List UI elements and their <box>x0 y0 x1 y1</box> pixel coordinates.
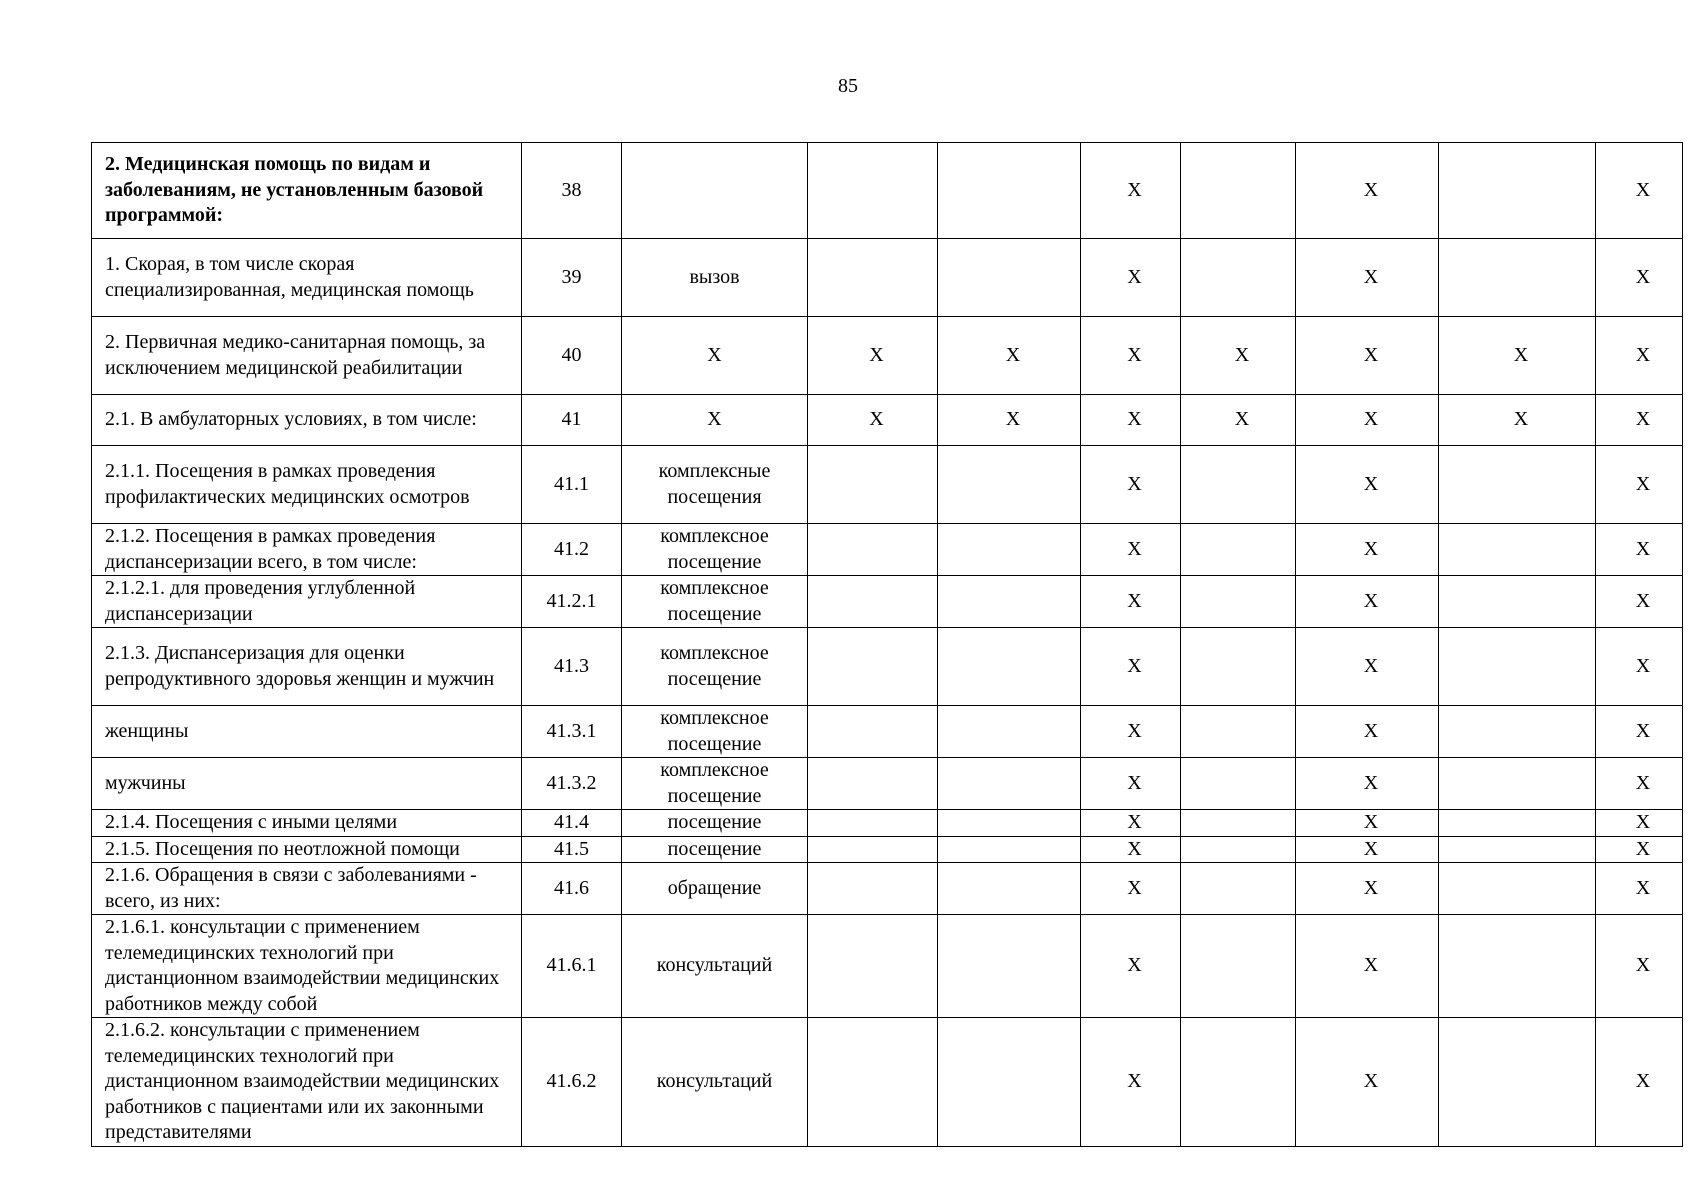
value-cell-c5 <box>938 706 1081 758</box>
value-cell-c7 <box>1181 576 1296 628</box>
value-cell-c9: X <box>1439 395 1596 446</box>
unit-cell: консультаций <box>622 1018 808 1147</box>
unit-cell: консультаций <box>622 915 808 1018</box>
value-cell-c6: X <box>1081 576 1181 628</box>
table-row <box>92 836 1683 863</box>
value-cell-c5 <box>938 836 1081 863</box>
value-cell-c8: X <box>1296 395 1439 446</box>
row-code-cell: 41.3.1 <box>522 706 622 758</box>
value-cell-c9 <box>1439 706 1596 758</box>
unit-cell: комплексное посещение <box>622 628 808 706</box>
value-cell-c5 <box>938 915 1081 1018</box>
row-name-cell: 2.1. В амбулаторных условиях, в том числе: <box>92 395 522 446</box>
value-cell-c9 <box>1439 239 1596 317</box>
row-name-cell: 1. Скорая, в том числе скорая специализированная, медицинская помощь <box>92 239 522 317</box>
unit-cell: X <box>622 317 808 395</box>
value-cell-c9: X <box>1439 317 1596 395</box>
row-code-cell: 41.2 <box>522 524 622 576</box>
value-cell-c4 <box>808 524 938 576</box>
value-cell-c10: X <box>1596 446 1683 524</box>
value-cell-c9 <box>1439 836 1596 863</box>
value-cell-c10: X <box>1596 1018 1683 1147</box>
unit-cell: посещение <box>622 810 808 837</box>
row-name-cell: 2.1.2.1. для проведения углубленной диспансеризации <box>92 576 522 628</box>
value-cell-c4: X <box>808 395 938 446</box>
table-row <box>92 143 1683 239</box>
value-cell-c7 <box>1181 143 1296 239</box>
value-cell-c8: X <box>1296 836 1439 863</box>
value-cell-c5 <box>938 143 1081 239</box>
value-cell-c8: X <box>1296 863 1439 915</box>
value-cell-c7 <box>1181 239 1296 317</box>
value-cell-c9 <box>1439 446 1596 524</box>
value-cell-c10: X <box>1596 706 1683 758</box>
row-code-cell: 41.4 <box>522 810 622 837</box>
row-name-cell: 2.1.4. Посещения с иными целями <box>92 810 522 837</box>
value-cell-c8: X <box>1296 810 1439 837</box>
value-cell-c6: X <box>1081 446 1181 524</box>
value-cell-c10: X <box>1596 836 1683 863</box>
table-row <box>92 863 1683 915</box>
value-cell-c5 <box>938 863 1081 915</box>
row-code-cell: 41.6.2 <box>522 1018 622 1147</box>
value-cell-c6: X <box>1081 863 1181 915</box>
value-cell-c4 <box>808 810 938 837</box>
value-cell-c7 <box>1181 628 1296 706</box>
value-cell-c9 <box>1439 810 1596 837</box>
value-cell-c7: X <box>1181 317 1296 395</box>
value-cell-c4 <box>808 758 938 810</box>
table-row <box>92 915 1683 1018</box>
value-cell-c9 <box>1439 758 1596 810</box>
value-cell-c6: X <box>1081 143 1181 239</box>
table-row <box>92 524 1683 576</box>
table-body <box>92 143 1683 1147</box>
unit-cell: комплексное посещение <box>622 758 808 810</box>
unit-cell: X <box>622 395 808 446</box>
value-cell-c7 <box>1181 706 1296 758</box>
value-cell-c10: X <box>1596 628 1683 706</box>
unit-cell: посещение <box>622 836 808 863</box>
table-row <box>92 758 1683 810</box>
row-name-cell: 2. Медицинская помощь по видам и заболеваниям, не установленным базовой программой: <box>92 143 522 239</box>
value-cell-c4 <box>808 143 938 239</box>
value-cell-c9 <box>1439 863 1596 915</box>
value-cell-c10: X <box>1596 317 1683 395</box>
value-cell-c10: X <box>1596 395 1683 446</box>
unit-cell <box>622 143 808 239</box>
unit-cell: комплексное посещение <box>622 706 808 758</box>
value-cell-c9 <box>1439 524 1596 576</box>
value-cell-c8: X <box>1296 576 1439 628</box>
value-cell-c8: X <box>1296 239 1439 317</box>
value-cell-c7 <box>1181 915 1296 1018</box>
value-cell-c4 <box>808 446 938 524</box>
value-cell-c6: X <box>1081 836 1181 863</box>
value-cell-c7 <box>1181 810 1296 837</box>
row-name-cell: 2.1.1. Посещения в рамках проведения профилактических медицинских осмотров <box>92 446 522 524</box>
row-name-cell: женщины <box>92 706 522 758</box>
value-cell-c8: X <box>1296 1018 1439 1147</box>
value-cell-c10: X <box>1596 758 1683 810</box>
value-cell-c4 <box>808 915 938 1018</box>
table-row <box>92 628 1683 706</box>
unit-cell: комплексные посещения <box>622 446 808 524</box>
value-cell-c6: X <box>1081 810 1181 837</box>
medical-care-table <box>91 142 1683 1147</box>
row-code-cell: 41.6.1 <box>522 915 622 1018</box>
table-row <box>92 1018 1683 1147</box>
value-cell-c10: X <box>1596 239 1683 317</box>
table-row <box>92 395 1683 446</box>
value-cell-c10: X <box>1596 915 1683 1018</box>
value-cell-c4 <box>808 836 938 863</box>
table-row <box>92 810 1683 837</box>
value-cell-c10: X <box>1596 576 1683 628</box>
unit-cell: вызов <box>622 239 808 317</box>
value-cell-c4: X <box>808 317 938 395</box>
value-cell-c5: X <box>938 395 1081 446</box>
value-cell-c5 <box>938 810 1081 837</box>
row-code-cell: 39 <box>522 239 622 317</box>
row-name-cell: 2.1.2. Посещения в рамках проведения диспансеризации всего, в том числе: <box>92 524 522 576</box>
value-cell-c6: X <box>1081 915 1181 1018</box>
row-code-cell: 41.6 <box>522 863 622 915</box>
row-code-cell: 41.2.1 <box>522 576 622 628</box>
unit-cell: обращение <box>622 863 808 915</box>
value-cell-c5 <box>938 239 1081 317</box>
value-cell-c7 <box>1181 758 1296 810</box>
value-cell-c9 <box>1439 576 1596 628</box>
value-cell-c8: X <box>1296 915 1439 1018</box>
value-cell-c7 <box>1181 1018 1296 1147</box>
value-cell-c6: X <box>1081 1018 1181 1147</box>
value-cell-c5 <box>938 758 1081 810</box>
value-cell-c5 <box>938 576 1081 628</box>
row-code-cell: 41.5 <box>522 836 622 863</box>
value-cell-c6: X <box>1081 628 1181 706</box>
table-row <box>92 317 1683 395</box>
row-code-cell: 38 <box>522 143 622 239</box>
value-cell-c8: X <box>1296 628 1439 706</box>
value-cell-c5 <box>938 524 1081 576</box>
value-cell-c9 <box>1439 143 1596 239</box>
page-number: 85 <box>838 75 858 97</box>
value-cell-c10: X <box>1596 863 1683 915</box>
value-cell-c9 <box>1439 915 1596 1018</box>
value-cell-c5 <box>938 628 1081 706</box>
row-name-cell: мужчины <box>92 758 522 810</box>
table-row <box>92 446 1683 524</box>
value-cell-c4 <box>808 239 938 317</box>
value-cell-c10: X <box>1596 810 1683 837</box>
value-cell-c6: X <box>1081 317 1181 395</box>
value-cell-c5: X <box>938 317 1081 395</box>
value-cell-c10: X <box>1596 143 1683 239</box>
value-cell-c8: X <box>1296 706 1439 758</box>
value-cell-c5 <box>938 1018 1081 1147</box>
unit-cell: комплексное посещение <box>622 524 808 576</box>
value-cell-c10: X <box>1596 524 1683 576</box>
value-cell-c6: X <box>1081 706 1181 758</box>
value-cell-c8: X <box>1296 143 1439 239</box>
row-code-cell: 41.3.2 <box>522 758 622 810</box>
value-cell-c9 <box>1439 628 1596 706</box>
value-cell-c7: X <box>1181 395 1296 446</box>
value-cell-c6: X <box>1081 239 1181 317</box>
unit-cell: комплексное посещение <box>622 576 808 628</box>
table-row <box>92 239 1683 317</box>
value-cell-c8: X <box>1296 317 1439 395</box>
table-row <box>92 576 1683 628</box>
value-cell-c6: X <box>1081 758 1181 810</box>
value-cell-c4 <box>808 628 938 706</box>
row-code-cell: 40 <box>522 317 622 395</box>
row-name-cell: 2.1.6.1. консультации с применением телемедицинских технологий при дистанционном взаимодействии медицинских работников между собой <box>92 915 522 1018</box>
value-cell-c6: X <box>1081 524 1181 576</box>
row-code-cell: 41.1 <box>522 446 622 524</box>
value-cell-c7 <box>1181 524 1296 576</box>
value-cell-c7 <box>1181 446 1296 524</box>
row-name-cell: 2.1.3. Диспансеризация для оценки репродуктивного здоровья женщин и мужчин <box>92 628 522 706</box>
value-cell-c9 <box>1439 1018 1596 1147</box>
row-name-cell: 2.1.5. Посещения по неотложной помощи <box>92 836 522 863</box>
value-cell-c7 <box>1181 863 1296 915</box>
value-cell-c6: X <box>1081 395 1181 446</box>
table-row <box>92 706 1683 758</box>
value-cell-c4 <box>808 576 938 628</box>
value-cell-c4 <box>808 1018 938 1147</box>
row-name-cell: 2. Первичная медико-санитарная помощь, за исключением медицинской реабилитации <box>92 317 522 395</box>
value-cell-c5 <box>938 446 1081 524</box>
row-code-cell: 41 <box>522 395 622 446</box>
value-cell-c4 <box>808 706 938 758</box>
row-code-cell: 41.3 <box>522 628 622 706</box>
value-cell-c8: X <box>1296 758 1439 810</box>
row-name-cell: 2.1.6.2. консультации с применением телемедицинских технологий при дистанционном взаимодействии медицинских работников с пациентами или их законными представителями <box>92 1018 522 1147</box>
row-name-cell: 2.1.6. Обращения в связи с заболеваниями - всего, из них: <box>92 863 522 915</box>
value-cell-c8: X <box>1296 446 1439 524</box>
value-cell-c8: X <box>1296 524 1439 576</box>
value-cell-c7 <box>1181 836 1296 863</box>
value-cell-c4 <box>808 863 938 915</box>
